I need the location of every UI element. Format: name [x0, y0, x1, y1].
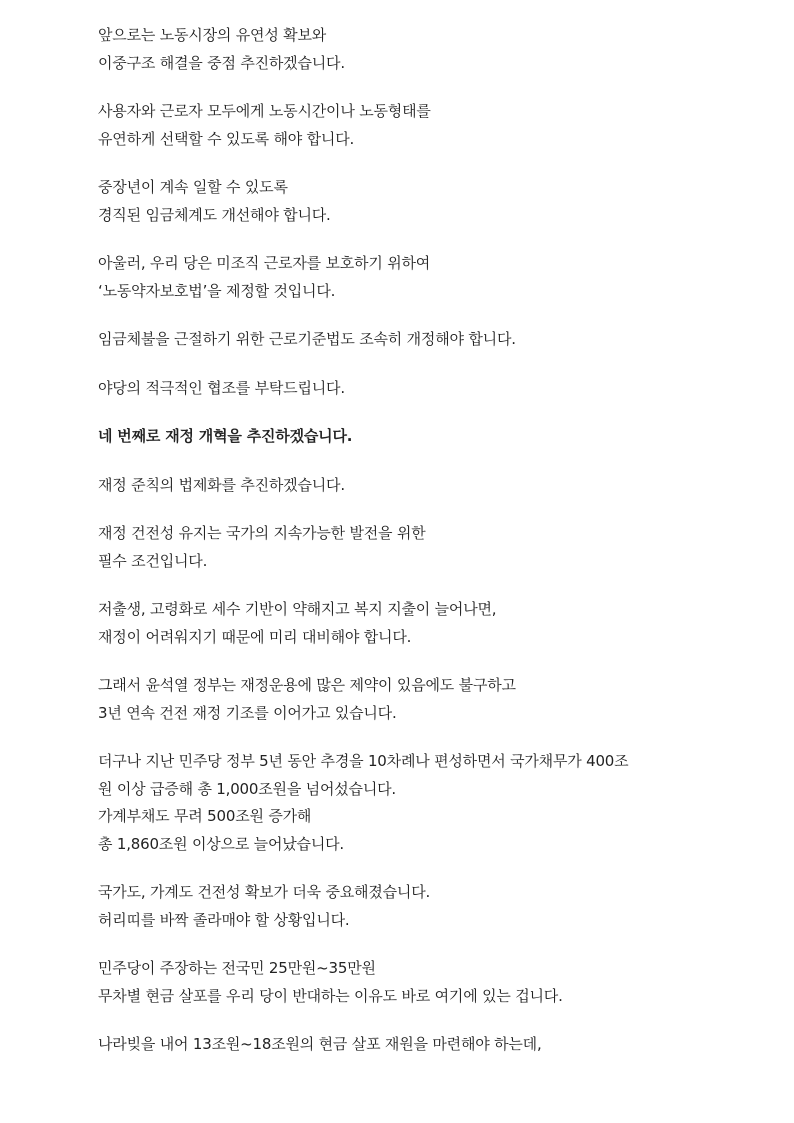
text-line: 필수 조건입니다.	[98, 551, 208, 570]
paragraph	[98, 98, 738, 153]
text-line: 유연하게 선택할 수 있도록 해야 합니다.	[98, 129, 355, 148]
text-line: 민주당이 주장하는 전국민 25만원~35만원	[98, 959, 376, 977]
paragraph	[98, 326, 738, 354]
text-line: 이중구조 해결을 중점 추진하겠습니다.	[98, 53, 345, 72]
text-line: 그래서 윤석열 정부는 재정운용에 많은 제약이 있음에도 불구하고	[98, 676, 516, 694]
text-line: 더구나 지난 민주당 정부 5년 동안 추경을 10차례나 편성하면서 국가채무가 400조	[98, 752, 629, 770]
text-line: 3년 연속 건전 재정 기조를 이어가고 있습니다.	[98, 703, 397, 722]
text-line: 가계부채도 무려 500조원 증가해	[98, 807, 312, 825]
paragraph	[98, 250, 738, 305]
paragraph	[98, 472, 738, 500]
text-line: 원 이상 급증해 총 1,000조원을 넘어섰습니다.	[98, 779, 396, 798]
text-line: 재정이 어려워지기 때문에 미리 대비해야 합니다.	[98, 627, 412, 646]
paragraph	[98, 1031, 738, 1059]
document-page	[98, 22, 738, 1080]
text-line: ‘노동약자보호법’을 제정할 것입니다.	[98, 281, 336, 300]
paragraph	[98, 748, 738, 858]
paragraph	[98, 520, 738, 575]
text-line: 재정 준칙의 법제화를 추진하겠습니다.	[98, 475, 345, 494]
text-line: 총 1,860조원 이상으로 늘어났습니다.	[98, 834, 344, 853]
paragraph	[98, 955, 738, 1010]
text-line: 임금체불을 근절하기 위한 근로기준법도 조속히 개정해야 합니다.	[98, 330, 516, 348]
paragraph	[98, 672, 738, 727]
paragraph	[98, 174, 738, 229]
paragraph	[98, 879, 738, 934]
text-line: 허리띠를 바짝 졸라매야 할 상황입니다.	[98, 910, 350, 929]
text-line: 경직된 임금체계도 개선해야 합니다.	[98, 205, 331, 224]
text-line: 야당의 적극적인 협조를 부탁드립니다.	[98, 378, 345, 397]
text-line: 무차별 현금 살포를 우리 당이 반대하는 이유도 바로 여기에 있는 겁니다.	[98, 986, 563, 1005]
paragraph	[98, 22, 738, 77]
paragraph	[98, 596, 738, 651]
text-line: 사용자와 근로자 모두에게 노동시간이나 노동형태를	[98, 102, 431, 120]
text-line: 국가도, 가계도 건전성 확보가 더욱 중요해졌습니다.	[98, 883, 431, 901]
text-line: 나라빚을 내어 13조원~18조원의 현금 살포 재원을 마련해야 하는데,	[98, 1035, 542, 1053]
text-line: 앞으로는 노동시장의 유연성 확보와	[98, 26, 327, 44]
paragraph	[98, 375, 738, 403]
text-line: 저출생, 고령화로 세수 기반이 약해지고 복지 지출이 늘어나면,	[98, 600, 497, 618]
text-line: 아울러, 우리 당은 미조직 근로자를 보호하기 위하여	[98, 254, 431, 272]
text-line: 재정 건전성 유지는 국가의 지속가능한 발전을 위한	[98, 524, 426, 542]
section-heading	[98, 423, 738, 451]
text-line: 네 번째로 재정 개혁을 추진하겠습니다.	[98, 427, 353, 445]
text-line: 중장년이 계속 일할 수 있도록	[98, 178, 288, 196]
